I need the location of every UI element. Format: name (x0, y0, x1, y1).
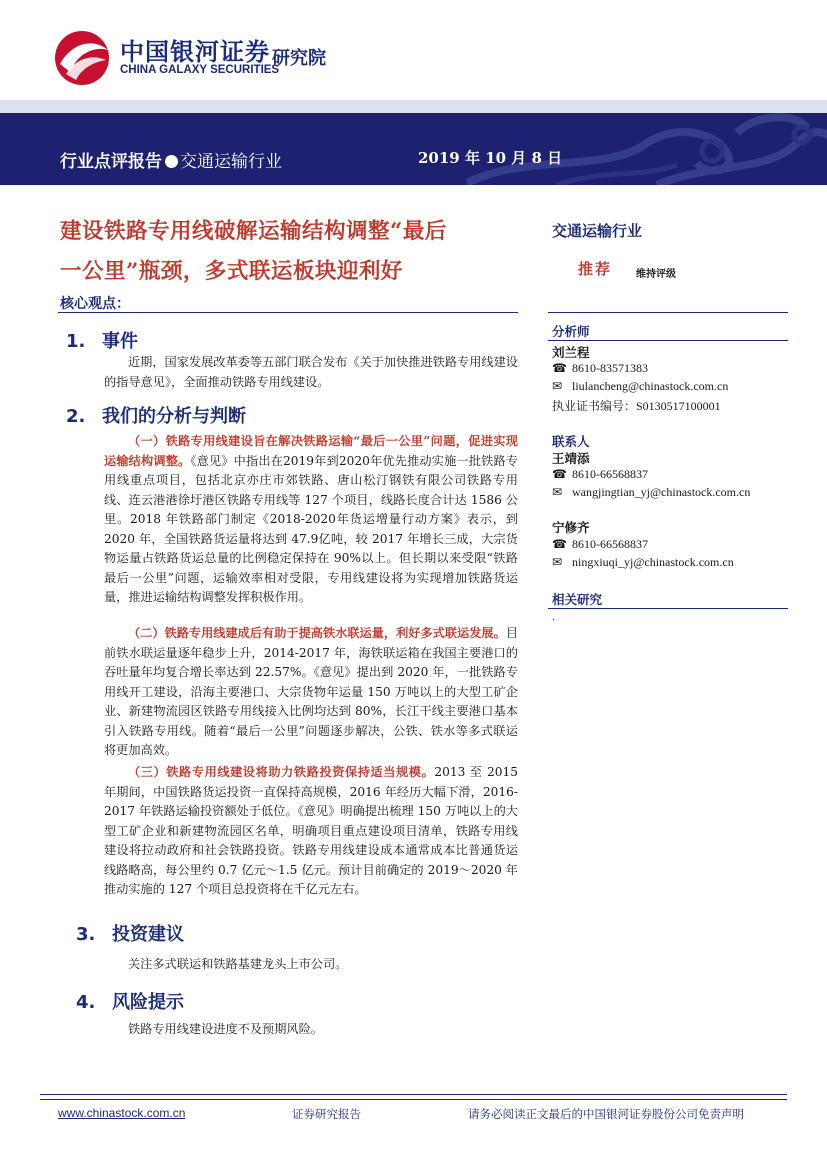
sidebar-industry: 交通运输行业 (552, 222, 643, 240)
paragraph-body: 《意见》中指出在2019年到2020年优先推动实施一批铁路专用线重点项目，包括北京亦庄市郊铁路、唐山松汀钢铁有限公司铁路专用线、连云港港徐圩港区铁路专用线等 127 个项目，线路长度合计达 1586 公里。2018 年铁路部门制定《2018-2020年货运增量行动方案》表示，到 2020 年，全国铁路货运量将达到 47.9亿吨，较 2017 年增长三成，大宗货物运量占铁路货运总量的比例稳定保持在 90%以上。但长期以来受限“铁路最后一公里”问题，运输效率相对受限，专用线建设将为实现增加铁路货运量，推进运输结构调整发挥积极作用。 (104, 453, 519, 604)
phone-icon: ☎ (552, 467, 567, 481)
contact-email (552, 555, 734, 570)
china-galaxy-logo (52, 28, 112, 88)
footer-doc-type: 证券研究报告 (292, 1107, 361, 1121)
section-heading-2 (66, 402, 246, 428)
analysis-paragraph-1 (104, 432, 518, 608)
email-icon: ✉ (552, 485, 563, 499)
title-line-2: 一公里”瓶颈，多式联运板块迎利好 (60, 259, 403, 284)
rating-recommend: 推荐 (578, 260, 613, 278)
paragraph-lead: （二）铁路专用线建成后有助于提高铁水联运量，利好多式联运发展。 (128, 626, 506, 640)
paragraph-lead: （一）铁路专用线建设旨在解决铁路运输“最后一公里”问题，促进实现运输结构调整。 (104, 434, 518, 468)
email-address[interactable]: ningxiuqi_yj@chinastock.com.cn (572, 555, 734, 569)
section-4-body: 铁路专用线建设进度不及预期风险。 (128, 1022, 323, 1036)
phone-number: 8610-83571383 (572, 361, 648, 375)
section-number: 2. (66, 406, 86, 427)
footer-disclaimer: 请务必阅读正文最后的中国银河证券股份公司免责声明 (468, 1107, 744, 1121)
section-title: 我们的分析与判断 (102, 406, 246, 427)
email-address[interactable]: liulancheng@chinastock.com.cn (572, 379, 729, 393)
related-research-label: 相关研究 (552, 592, 603, 607)
phone-number: 8610-66568837 (572, 537, 648, 551)
section-heading-3 (76, 920, 184, 946)
institute-name: 研究院 (272, 48, 326, 69)
analyst-phone (552, 361, 648, 376)
section-heading-4 (76, 988, 184, 1014)
banner-strip (0, 100, 827, 114)
analysis-paragraph-2 (104, 624, 518, 761)
contact-label: 联系人 (552, 434, 590, 449)
paragraph-body: 2013 至 2015 年期间，中国铁路货运投资一直保持高规模，2016 年经历大幅下滑，2016-2017 年铁路运输投资额处于低位。《意见》明确提出梳理 150 万吨以上的大型工矿企业和新建物流园区名单，明确项目重点建设项目清单，铁路专用线建设将拉动政府和社会铁路投资。铁路专用线建设成本通常成本比普通货运线路略高，每公里约 0.7 亿元～1.5 亿元。预计目前确定的 2019～2020 年推动实施的 127 个项目总投资将在千亿元左右。 (104, 765, 519, 896)
contact-email (552, 485, 750, 500)
section-heading-1 (66, 327, 138, 353)
section-title: 事件 (102, 331, 138, 352)
report-type-label (60, 147, 282, 172)
email-icon: ✉ (552, 555, 563, 569)
bullet-dot-icon (165, 155, 178, 168)
banner-industry: 交通运输行业 (180, 152, 282, 172)
brand-name-cn: 中国银河证券 (120, 38, 270, 66)
analyst-email (552, 379, 728, 394)
title-line-1: 建设铁路专用线破解运输结构调整“最后 (60, 219, 447, 244)
section-title: 风险提示 (112, 992, 184, 1013)
sidebar-divider (548, 340, 788, 341)
brand-name-en: CHINA GALAXY SECURITIES (120, 64, 280, 76)
email-address[interactable]: wangjingtian_yj@chinastock.com.cn (572, 485, 751, 499)
section-title: 投资建议 (112, 924, 184, 945)
section-number: 4. (76, 992, 96, 1013)
report-title (60, 212, 520, 292)
section-number: 3. (76, 924, 96, 945)
email-icon: ✉ (552, 379, 563, 393)
contact-phone (552, 467, 648, 482)
section-1-body: 近期，国家发展改革委等五部门联合发布《关于加快推进铁路专用线建设的指导意见》，全面推动铁路专用线建设。 (104, 355, 518, 389)
sidebar-divider (548, 312, 788, 313)
contact-phone (552, 537, 648, 552)
related-research-item: . (552, 612, 556, 623)
footer-divider (40, 1094, 787, 1095)
analysis-paragraph-3 (104, 763, 518, 900)
sidebar-divider (548, 608, 788, 609)
analyst-name: 刘兰程 (552, 345, 590, 360)
report-type: 行业点评报告 (60, 152, 162, 172)
phone-icon: ☎ (552, 361, 567, 375)
paragraph-body: 目前铁水联运量逐年稳步上升，2014-2017 年，海铁联运箱在我国主要港口的吞吐量年均复合增长率达到 22.57%。《意见》提出到 2020 年，一批铁路专用线开工建设，沿海主要港口、大宗货物年运量 150 万吨以上的大型工矿企业、新建物流园区铁路专用线接入比例均达到 80%，长江干线主要港口基本引入铁路专用线。随着“最后一公里”问题逐步解决，公铁、铁水等多式联运将更加高效。 (104, 626, 518, 757)
core-label: 核心观点： (60, 296, 130, 312)
analyst-cert: 执业证书编号：S0130517100001 (552, 399, 721, 413)
contact-name: 宁修齐 (552, 520, 590, 535)
footer-website-link[interactable]: www.chinastock.com.cn (58, 1106, 186, 1120)
rating-note: 维持评级 (636, 269, 676, 280)
contact-name: 王靖添 (552, 451, 590, 466)
phone-icon: ☎ (552, 537, 567, 551)
footer-divider (40, 1099, 787, 1100)
analyst-label: 分析师 (552, 324, 590, 339)
phone-number: 8610-66568837 (572, 467, 648, 481)
divider (58, 312, 518, 313)
section-3-body: 关注多式联运和铁路基建龙头上市公司。 (128, 957, 348, 971)
report-date: 2019 年 10 月 8 日 (418, 149, 563, 167)
section-number: 1. (66, 331, 86, 352)
paragraph-lead: （三）铁路专用线建设将助力铁路投资保持适当规模。 (128, 765, 435, 779)
